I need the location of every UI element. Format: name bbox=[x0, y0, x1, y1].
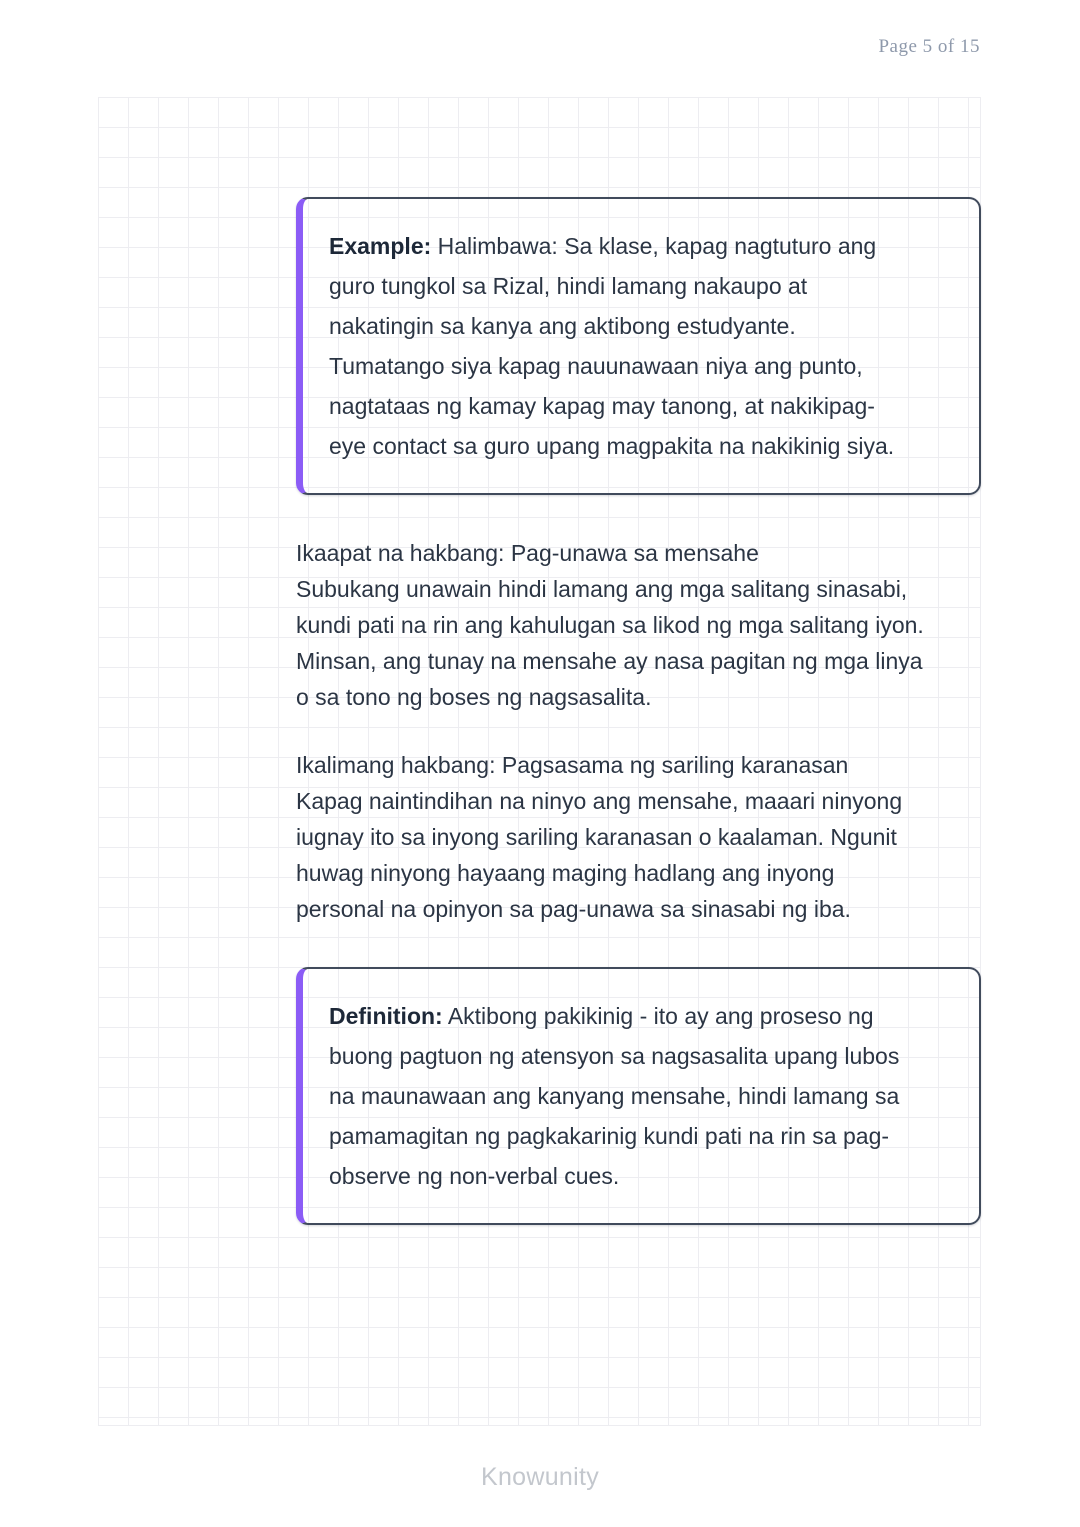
paragraph-line: kundi pati na rin ang kahulugan sa likod ng mga salitang iyon. bbox=[296, 612, 924, 638]
grid-paper-background bbox=[98, 97, 981, 1426]
paragraph-line: Minsan, ang tunay na mensahe ay nasa pagitan ng mga linya bbox=[296, 648, 923, 674]
callout-line: Tumatango siya kapag nauunawaan niya ang punto, bbox=[329, 353, 863, 379]
definition-callout bbox=[296, 967, 981, 1225]
paragraph-line: Ikalimang hakbang: Pagsasama ng sariling karanasan bbox=[296, 752, 849, 778]
callout-line: nakatingin sa kanya ang aktibong estudyante. bbox=[329, 313, 796, 339]
page-number: Page 5 of 15 bbox=[878, 36, 980, 57]
paragraph-step-four bbox=[296, 535, 982, 715]
callout-line: eye contact sa guro upang magpakita na nakikinig siya. bbox=[329, 433, 895, 459]
callout-line: pamamagitan ng pagkakarinig kundi pati na rin sa pag- bbox=[329, 1123, 890, 1149]
callout-line: observe ng non-verbal cues. bbox=[329, 1163, 620, 1189]
paragraph-line: Subukang unawain hindi lamang ang mga salitang sinasabi, bbox=[296, 576, 908, 602]
callout-line-text: Aktibong pakikinig - ito ay ang proseso ng bbox=[447, 1003, 874, 1029]
definition-label: Definition: bbox=[329, 1003, 443, 1029]
paragraph-line: Ikaapat na hakbang: Pag-unawa sa mensahe bbox=[296, 540, 759, 566]
footer-brand: Knowunity bbox=[480, 1463, 600, 1491]
callout-line bbox=[329, 226, 955, 266]
example-label: Example: bbox=[329, 233, 432, 259]
paragraph-line: personal na opinyon sa pag-unawa sa sinasabi ng iba. bbox=[296, 896, 851, 922]
callout-line: buong pagtuon ng atensyon sa nagsasalita upang lubos bbox=[329, 1043, 900, 1069]
paragraph-line: iugnay ito sa inyong sariling karanasan o kaalaman. Ngunit bbox=[296, 824, 897, 850]
paragraph-line: huwag ninyong hayaang maging hadlang ang inyong bbox=[296, 860, 835, 886]
paragraph-line: o sa tono ng boses ng nagsasalita. bbox=[296, 684, 652, 710]
callout-line: na maunawaan ang kanyang mensahe, hindi lamang sa bbox=[329, 1083, 900, 1109]
paragraph-step-five bbox=[296, 747, 982, 927]
paragraph-line: Kapag naintindihan na ninyo ang mensahe, maaari ninyong bbox=[296, 788, 903, 814]
callout-line: nagtataas ng kamay kapag may tanong, at nakikipag- bbox=[329, 393, 875, 419]
callout-line: guro tungkol sa Rizal, hindi lamang nakaupo at bbox=[329, 273, 808, 299]
example-callout bbox=[296, 197, 981, 495]
callout-line-text: Halimbawa: Sa klase, kapag nagtuturo ang bbox=[437, 233, 877, 259]
callout-line bbox=[329, 996, 955, 1036]
